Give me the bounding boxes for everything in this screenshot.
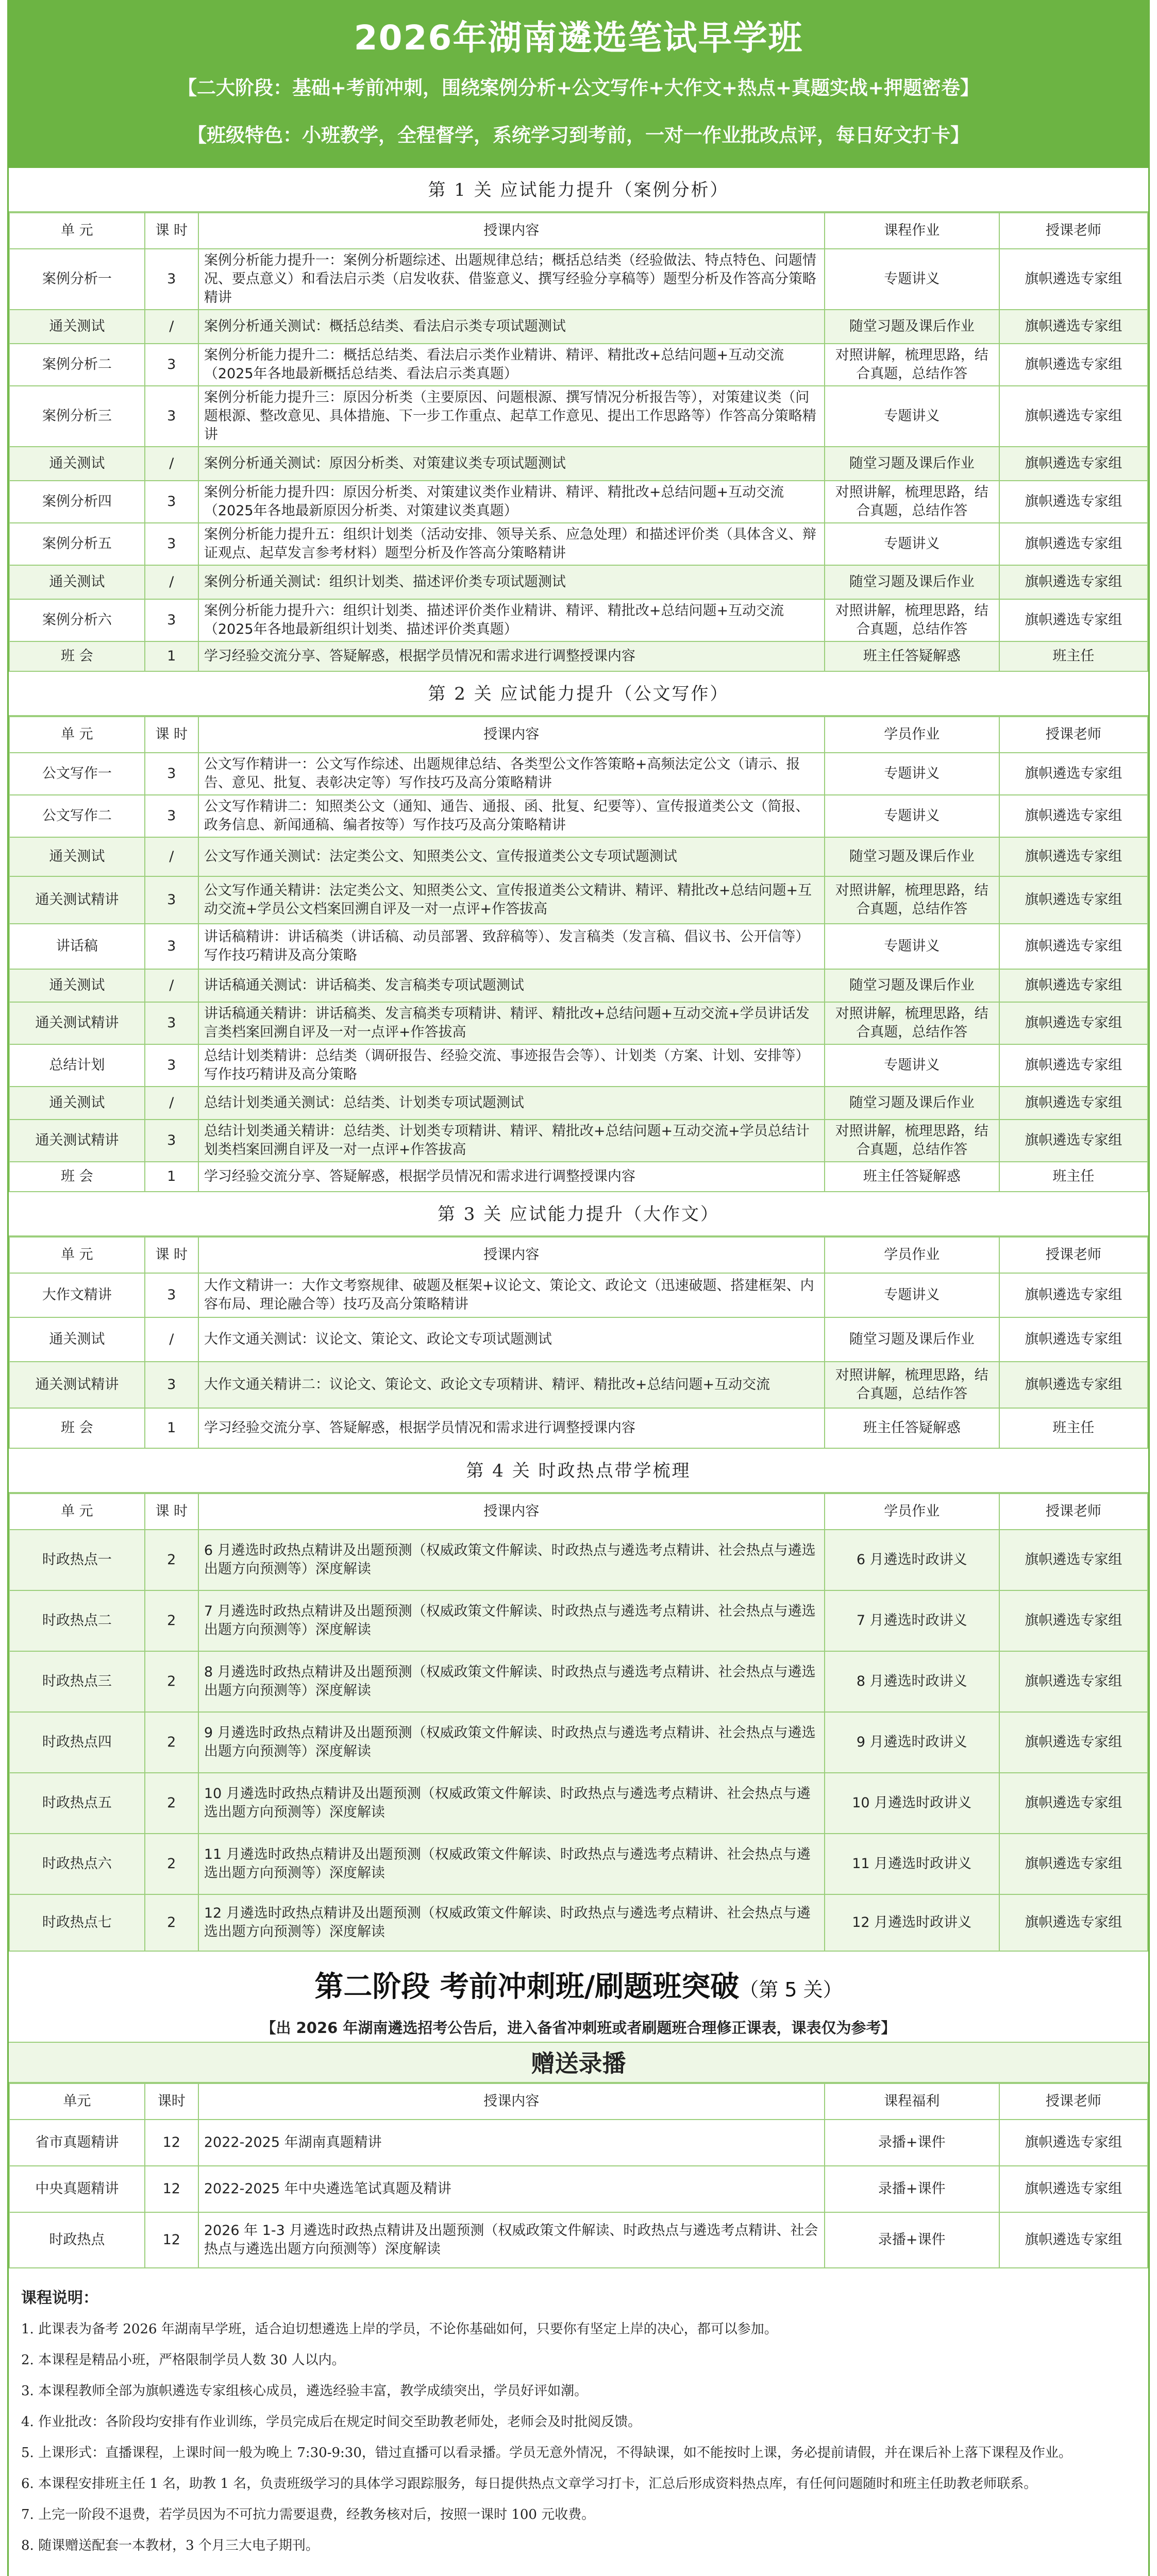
table-row (9, 924, 1148, 969)
table-row (9, 1120, 1148, 1162)
cell-hours: / (145, 1317, 198, 1362)
cell-unit: 公文写作一 (9, 753, 145, 795)
page-title: 2026年湖南遴选笔试早学班 (354, 18, 803, 58)
cell-hours: 2 (145, 1530, 198, 1590)
column-header: 授课老师 (999, 1237, 1148, 1273)
cell-homework: 8 月遴选时政讲义 (825, 1651, 999, 1712)
table-row (9, 1362, 1148, 1408)
cell-content: 9 月遴选时政热点精讲及出题预测（权威政策文件解读、时政热点与遴选考点精讲、社会热点与遴选出题方向预测等）深度解读 (198, 1712, 825, 1773)
cell-hours: 3 (145, 924, 198, 969)
section-title: 第 1 关 应试能力提升（案例分析） (9, 168, 1148, 212)
cell-hours: 1 (145, 641, 198, 671)
table-row (9, 753, 1148, 795)
cell-hours: / (145, 310, 198, 344)
column-header: 课 时 (145, 1237, 198, 1273)
cell-teacher: 旗帜遴选专家组 (999, 447, 1148, 481)
table-header-row (9, 1237, 1148, 1273)
cell-homework: 随堂习题及课后作业 (825, 310, 999, 344)
cell-hours: / (145, 565, 198, 599)
cell-homework: 7 月遴选时政讲义 (825, 1590, 999, 1651)
cell-homework: 专题讲义 (825, 1044, 999, 1087)
note-item: 6. 本课程安排班主任 1 名，助教 1 名，负责班级学习的具体学习跟踪服务，每日提供热点文章学习打卡，汇总后形成资料热点库，有任何问题随时和班主任助教老师联系。 (21, 2476, 1037, 2492)
cell-teacher: 旗帜遴选专家组 (999, 1651, 1148, 1712)
cell-hours: 3 (145, 481, 198, 523)
cell-hours: / (145, 837, 198, 876)
cell-hours: 3 (145, 344, 198, 386)
section-title: 第 2 关 应试能力提升（公文写作） (9, 672, 1148, 716)
cell-teacher: 旗帜遴选专家组 (999, 795, 1148, 837)
cell-unit: 中央真题精讲 (9, 2166, 145, 2212)
cell-content: 公文写作通关精讲：法定类公文、知照类公文、宣传报道类公文精讲、精评、精批改+总结问题+互动交流+学员公文档案回溯自评及一对一点评+作答拔高 (198, 876, 825, 924)
cell-teacher: 班主任 (999, 641, 1148, 671)
cell-unit: 通关测试精讲 (9, 876, 145, 924)
cell-hours: 12 (145, 2166, 198, 2212)
cell-teacher: 旗帜遴选专家组 (999, 481, 1148, 523)
cell-teacher: 旗帜遴选专家组 (999, 249, 1148, 310)
cell-content: 6 月遴选时政热点精讲及出题预测（权威政策文件解读、时政热点与遴选考点精讲、社会热点与遴选出题方向预测等）深度解读 (198, 1530, 825, 1590)
cell-unit: 通关测试 (9, 1087, 145, 1120)
cell-teacher: 旗帜遴选专家组 (999, 1894, 1148, 1951)
table-row (9, 344, 1148, 386)
cell-unit: 案例分析六 (9, 599, 145, 641)
cell-content: 学习经验交流分享、答疑解惑，根据学员情况和需求进行调整授课内容 (198, 1408, 825, 1448)
table-row (9, 523, 1148, 565)
cell-unit: 案例分析五 (9, 523, 145, 565)
cell-content: 2022-2025 年湖南真题精讲 (198, 2120, 825, 2166)
cell-teacher: 旗帜遴选专家组 (999, 386, 1148, 447)
cell-content: 案例分析能力提升二：概括总结类、看法启示类作业精讲、精评、精批改+总结问题+互动交流（2025年各地最新概括总结类、看法启示类真题） (198, 344, 825, 386)
cell-teacher: 旗帜遴选专家组 (999, 924, 1148, 969)
cell-hours: 3 (145, 523, 198, 565)
cell-teacher: 旗帜遴选专家组 (999, 1712, 1148, 1773)
cell-content: 2022-2025 年中央遴选笔试真题及精讲 (198, 2166, 825, 2212)
table-row (9, 386, 1148, 447)
notes-title: 课程说明： (21, 2289, 98, 2307)
cell-unit: 时政热点 (9, 2212, 145, 2268)
cell-content: 学习经验交流分享、答疑解惑，根据学员情况和需求进行调整授课内容 (198, 1162, 825, 1192)
cell-hours: 2 (145, 1590, 198, 1651)
cell-content: 总结计划类通关测试：总结类、计划类专项试题测试 (198, 1087, 825, 1120)
cell-teacher: 旗帜遴选专家组 (999, 2212, 1148, 2268)
cell-teacher: 旗帜遴选专家组 (999, 1773, 1148, 1834)
cell-homework: 对照讲解，梳理思路，结合真题，总结作答 (825, 1362, 999, 1408)
schedule-table (9, 212, 1148, 672)
table-row (9, 2166, 1148, 2212)
cell-unit: 通关测试 (9, 447, 145, 481)
cell-homework: 录播+课件 (825, 2166, 999, 2212)
cell-hours: / (145, 1087, 198, 1120)
cell-homework: 随堂习题及课后作业 (825, 837, 999, 876)
cell-teacher: 旗帜遴选专家组 (999, 753, 1148, 795)
note-item: 1. 此课表为备考 2026 年湖南早学班，适合迫切想遴选上岸的学员，不论你基础如何，只要你有坚定上岸的决心，都可以参加。 (21, 2321, 778, 2337)
cell-unit: 通关测试精讲 (9, 1120, 145, 1162)
cell-homework: 对照讲解，梳理思路，结合真题，总结作答 (825, 1120, 999, 1162)
cell-unit: 时政热点三 (9, 1651, 145, 1712)
schedule-table (9, 1493, 1148, 1952)
cell-content: 公文写作精讲二：知照类公文（通知、通告、通报、函、批复、纪要等）、宣传报道类公文（简报、政务信息、新闻通稿、编者按等）写作技巧及高分策略精讲 (198, 795, 825, 837)
cell-teacher: 旗帜遴选专家组 (999, 1087, 1148, 1120)
cell-hours: 12 (145, 2120, 198, 2166)
table-row (9, 599, 1148, 641)
note-item: 2. 本课程是精品小班，严格限制学员人数 30 人以内。 (21, 2352, 345, 2368)
stage-two-title: 第二阶段 考前冲刺班/刷题班突破（第 5 关） (314, 1970, 843, 2004)
cell-hours: 3 (145, 1044, 198, 1087)
table-row (9, 1002, 1148, 1044)
table-header-row (9, 213, 1148, 249)
cell-content: 讲话稿通关精讲：讲话稿类、发言稿类专项精讲、精评、精批改+总结问题+互动交流+学员讲话发言类档案回溯自评及一对一点评+作答拔高 (198, 1002, 825, 1044)
cell-hours: 3 (145, 386, 198, 447)
section-title: 第 3 关 应试能力提升（大作文） (9, 1192, 1148, 1236)
cell-hours: 2 (145, 1894, 198, 1951)
table-row (9, 1044, 1148, 1087)
column-header: 授课内容 (198, 717, 825, 753)
column-header: 授课老师 (999, 1494, 1148, 1530)
cell-content: 总结计划类通关精讲：总结类、计划类专项精讲、精评、精批改+总结问题+互动交流+学员总结计划类档案回溯自评及一对一点评+作答拔高 (198, 1120, 825, 1162)
table-row (9, 837, 1148, 876)
table-row (9, 969, 1148, 1002)
cell-hours: 1 (145, 1408, 198, 1448)
cell-hours: 3 (145, 795, 198, 837)
cell-content: 12 月遴选时政热点精讲及出题预测（权威政策文件解读、时政热点与遴选考点精讲、社会热点与遴选出题方向预测等）深度解读 (198, 1894, 825, 1951)
table-row (9, 1712, 1148, 1773)
cell-content: 案例分析能力提升一：案例分析题综述、出题规律总结；概括总结类（经验做法、特点特色、问题情况、要点意义）和看法启示类（启发收获、借鉴意义、撰写经验分享稿等）题型分析及作答高分策略精讲 (198, 249, 825, 310)
course-schedule (7, 0, 1150, 2576)
cell-teacher: 旗帜遴选专家组 (999, 2120, 1148, 2166)
cell-content: 7 月遴选时政热点精讲及出题预测（权威政策文件解读、时政热点与遴选考点精讲、社会热点与遴选出题方向预测等）深度解读 (198, 1590, 825, 1651)
cell-unit: 大作文精讲 (9, 1273, 145, 1317)
cell-unit: 案例分析一 (9, 249, 145, 310)
cell-unit: 时政热点五 (9, 1773, 145, 1834)
cell-teacher: 旗帜遴选专家组 (999, 837, 1148, 876)
cell-homework: 12 月遴选时政讲义 (825, 1894, 999, 1951)
table-row (9, 2212, 1148, 2268)
cell-content: 案例分析能力提升三：原因分析类（主要原因、问题根源、撰写情况分析报告等），对策建议类（问题根源、整改意见、具体措施、下一步工作重点、起草工作意见、提出工作思路等）作答高分策略精讲 (198, 386, 825, 447)
cell-homework: 随堂习题及课后作业 (825, 447, 999, 481)
cell-unit: 案例分析二 (9, 344, 145, 386)
cell-homework: 专题讲义 (825, 249, 999, 310)
cell-teacher: 班主任 (999, 1162, 1148, 1192)
cell-hours: 2 (145, 1834, 198, 1894)
cell-teacher: 旗帜遴选专家组 (999, 1317, 1148, 1362)
cell-homework: 专题讲义 (825, 1273, 999, 1317)
table-row (9, 1273, 1148, 1317)
cell-homework: 随堂习题及课后作业 (825, 1087, 999, 1120)
cell-content: 讲话稿通关测试：讲话稿类、发言稿类专项试题测试 (198, 969, 825, 1002)
cell-hours: 3 (145, 599, 198, 641)
cell-teacher: 旗帜遴选专家组 (999, 1044, 1148, 1087)
section-title: 第 4 关 时政热点带学梳理 (9, 1449, 1148, 1493)
cell-homework: 班主任答疑解惑 (825, 1408, 999, 1448)
cell-unit: 时政热点二 (9, 1590, 145, 1651)
cell-homework: 对照讲解，梳理思路，结合真题，总结作答 (825, 481, 999, 523)
gift-table (9, 2083, 1148, 2268)
column-header: 课 时 (145, 717, 198, 753)
cell-teacher: 班主任 (999, 1408, 1148, 1448)
table-row (9, 1894, 1148, 1951)
stage-summary: 【二大阶段：基础+考前冲刺，围绕案例分析+公文写作+大作文+热点+真题实战+押题密卷】 (177, 76, 979, 99)
cell-content: 大作文精讲一：大作文考察规律、破题及框架+议论文、策论文、政论文（迅速破题、搭建框架、内容布局、理论融合等）技巧及高分策略精讲 (198, 1273, 825, 1317)
cell-unit: 班 会 (9, 1162, 145, 1192)
cell-teacher: 旗帜遴选专家组 (999, 1530, 1148, 1590)
table-row (9, 1773, 1148, 1834)
column-header: 学员作业 (825, 1237, 999, 1273)
note-item: 5. 上课形式：直播课程，上课时间一般为晚上 7:30-9:30，错过直播可以看录播。学员无意外情况，不得缺课，如不能按时上课，务必提前请假，并在课后补上落下课程及作业。 (21, 2445, 1072, 2461)
cell-teacher: 旗帜遴选专家组 (999, 1273, 1148, 1317)
cell-homework: 对照讲解，梳理思路，结合真题，总结作答 (825, 876, 999, 924)
table-row (9, 1530, 1148, 1590)
stage-two-level: （第 5 关） (739, 1978, 843, 2001)
table-row (9, 2120, 1148, 2166)
cell-unit: 通关测试 (9, 969, 145, 1002)
cell-content: 案例分析通关测试：概括总结类、看法启示类专项试题测试 (198, 310, 825, 344)
column-header: 课 时 (145, 213, 198, 249)
cell-content: 案例分析能力提升五：组织计划类（活动安排、领导关系、应急处理）和描述评价类（具体含义、辩证观点、起草发言参考材料）题型分析及作答高分策略精讲 (198, 523, 825, 565)
column-header: 课 时 (145, 1494, 198, 1530)
column-header: 单 元 (9, 717, 145, 753)
cell-content: 大作文通关精讲二：议论文、策论文、政论文专项精讲、精评、精批改+总结问题+互动交流 (198, 1362, 825, 1408)
cell-content: 案例分析通关测试：原因分析类、对策建议类专项试题测试 (198, 447, 825, 481)
cell-homework: 随堂习题及课后作业 (825, 1317, 999, 1362)
cell-teacher: 旗帜遴选专家组 (999, 565, 1148, 599)
cell-unit: 讲话稿 (9, 924, 145, 969)
column-header: 授课老师 (999, 717, 1148, 753)
cell-hours: 2 (145, 1712, 198, 1773)
cell-hours: 2 (145, 1651, 198, 1712)
note-item: 8. 随课赠送配套一本教材，3 个月三大电子期刊。 (21, 2538, 319, 2553)
table-row (9, 795, 1148, 837)
cell-hours: 2 (145, 1773, 198, 1834)
column-header: 学员作业 (825, 717, 999, 753)
cell-content: 案例分析能力提升四：原因分析类、对策建议类作业精讲、精评、精批改+总结问题+互动交流（2025年各地最新原因分析类、对策建议类真题） (198, 481, 825, 523)
column-header: 课程福利 (825, 2083, 999, 2120)
cell-unit: 班 会 (9, 641, 145, 671)
cell-homework: 10 月遴选时政讲义 (825, 1773, 999, 1834)
cell-homework: 专题讲义 (825, 386, 999, 447)
class-features: 【班级特色：小班教学，全程督学，系统学习到考前，一对一作业批改点评，每日好文打卡】 (188, 124, 969, 146)
notes-list (21, 2314, 1136, 2561)
column-header: 授课内容 (198, 2083, 825, 2120)
table-row (9, 249, 1148, 310)
cell-hours: 3 (145, 249, 198, 310)
cell-teacher: 旗帜遴选专家组 (999, 1362, 1148, 1408)
cell-unit: 通关测试 (9, 837, 145, 876)
cell-content: 公文写作通关测试：法定类公文、知照类公文、宣传报道类公文专项试题测试 (198, 837, 825, 876)
schedule-table (9, 1236, 1148, 1449)
cell-content: 大作文通关测试：议论文、策论文、政论文专项试题测试 (198, 1317, 825, 1362)
cell-unit: 时政热点一 (9, 1530, 145, 1590)
column-header: 课程作业 (825, 213, 999, 249)
cell-unit: 班 会 (9, 1408, 145, 1448)
column-header: 课时 (145, 2083, 198, 2120)
column-header: 授课内容 (198, 1237, 825, 1273)
cell-unit: 通关测试精讲 (9, 1362, 145, 1408)
column-header: 授课内容 (198, 213, 825, 249)
cell-content: 2026 年 1-3 月遴选时政热点精讲及出题预测（权威政策文件解读、时政热点与遴选考点精讲、社会热点与遴选出题方向预测等）深度解读 (198, 2212, 825, 2268)
cell-teacher: 旗帜遴选专家组 (999, 1834, 1148, 1894)
cell-hours: 3 (145, 1273, 198, 1317)
cell-homework: 专题讲义 (825, 753, 999, 795)
cell-unit: 时政热点七 (9, 1894, 145, 1951)
cell-teacher: 旗帜遴选专家组 (999, 876, 1148, 924)
note-item: 3. 本课程教师全部为旗帜遴选专家组核心成员，遴选经验丰富，教学成绩突出，学员好评如潮。 (21, 2383, 588, 2399)
table-row (9, 310, 1148, 344)
cell-content: 11 月遴选时政热点精讲及出题预测（权威政策文件解读、时政热点与遴选考点精讲、社会热点与遴选出题方向预测等）深度解读 (198, 1834, 825, 1894)
stage-two-heading (9, 1952, 1148, 2042)
cell-homework: 6 月遴选时政讲义 (825, 1530, 999, 1590)
cell-unit: 案例分析四 (9, 481, 145, 523)
table-row (9, 1317, 1148, 1362)
course-notes (9, 2268, 1148, 2576)
cell-teacher: 旗帜遴选专家组 (999, 599, 1148, 641)
cell-hours: 3 (145, 1002, 198, 1044)
table-row (9, 1162, 1148, 1192)
table-header-row (9, 717, 1148, 753)
cell-hours: 3 (145, 1362, 198, 1408)
cell-homework: 录播+课件 (825, 2212, 999, 2268)
column-header: 授课老师 (999, 213, 1148, 249)
cell-homework: 9 月遴选时政讲义 (825, 1712, 999, 1773)
cell-teacher: 旗帜遴选专家组 (999, 2166, 1148, 2212)
column-header: 授课老师 (999, 2083, 1148, 2120)
cell-content: 10 月遴选时政热点精讲及出题预测（权威政策文件解读、时政热点与遴选考点精讲、社会热点与遴选出题方向预测等）深度解读 (198, 1773, 825, 1834)
table-header-row (9, 2083, 1148, 2120)
cell-hours: 3 (145, 1120, 198, 1162)
table-row (9, 1834, 1148, 1894)
cell-homework: 录播+课件 (825, 2120, 999, 2166)
cell-teacher: 旗帜遴选专家组 (999, 523, 1148, 565)
note-item: 4. 作业批改：各阶段均安排有作业训练，学员完成后在规定时间交至助教老师处，老师会及时批阅反馈。 (21, 2414, 642, 2430)
cell-homework: 对照讲解，梳理思路，结合真题，总结作答 (825, 344, 999, 386)
cell-unit: 通关测试 (9, 1317, 145, 1362)
cell-unit: 通关测试 (9, 310, 145, 344)
gift-title: 赠送录播 (9, 2042, 1148, 2083)
cell-content: 公文写作精讲一：公文写作综述、出题规律总结、各类型公文作答策略+高频法定公文（请示、报告、意见、批复、表彰决定等）写作技巧及高分策略精讲 (198, 753, 825, 795)
cell-content: 总结计划类精讲：总结类（调研报告、经验交流、事迹报告会等）、计划类（方案、计划、安排等）写作技巧精讲及高分策略 (198, 1044, 825, 1087)
cell-teacher: 旗帜遴选专家组 (999, 310, 1148, 344)
cell-hours: 1 (145, 1162, 198, 1192)
table-row (9, 447, 1148, 481)
cell-homework: 班主任答疑解惑 (825, 1162, 999, 1192)
cell-teacher: 旗帜遴选专家组 (999, 1120, 1148, 1162)
cell-unit: 通关测试精讲 (9, 1002, 145, 1044)
cell-homework: 11 月遴选时政讲义 (825, 1834, 999, 1894)
cell-content: 学习经验交流分享、答疑解惑，根据学员情况和需求进行调整授课内容 (198, 641, 825, 671)
schedule-table (9, 716, 1148, 1192)
column-header: 授课内容 (198, 1494, 825, 1530)
cell-homework: 随堂习题及课后作业 (825, 969, 999, 1002)
cell-hours: 3 (145, 876, 198, 924)
cell-teacher: 旗帜遴选专家组 (999, 969, 1148, 1002)
cell-homework: 随堂习题及课后作业 (825, 565, 999, 599)
cell-hours: / (145, 447, 198, 481)
cell-hours: / (145, 969, 198, 1002)
cell-homework: 专题讲义 (825, 924, 999, 969)
cell-homework: 专题讲义 (825, 795, 999, 837)
cell-homework: 对照讲解，梳理思路，结合真题，总结作答 (825, 1002, 999, 1044)
cell-unit: 通关测试 (9, 565, 145, 599)
column-header: 学员作业 (825, 1494, 999, 1530)
cell-homework: 专题讲义 (825, 523, 999, 565)
header-banner (9, 0, 1148, 168)
table-row (9, 1087, 1148, 1120)
cell-teacher: 旗帜遴选专家组 (999, 1590, 1148, 1651)
table-row (9, 641, 1148, 671)
stage-two-note: 【出 2026 年湖南遴选招考公告后，进入备省冲刺班或者刷题班合理修正课表，课表仅为参考】 (261, 2019, 896, 2037)
table-row (9, 1590, 1148, 1651)
cell-unit: 时政热点四 (9, 1712, 145, 1773)
table-row (9, 481, 1148, 523)
column-header: 单 元 (9, 1494, 145, 1530)
cell-homework: 对照讲解，梳理思路，结合真题，总结作答 (825, 599, 999, 641)
cell-teacher: 旗帜遴选专家组 (999, 1002, 1148, 1044)
note-item: 7. 上完一阶段不退费，若学员因为不可抗力需要退费，经教务核对后，按照一课时 100 元收费。 (21, 2507, 595, 2522)
table-row (9, 565, 1148, 599)
table-row (9, 1651, 1148, 1712)
cell-hours: 3 (145, 753, 198, 795)
cell-hours: 12 (145, 2212, 198, 2268)
cell-content: 案例分析通关测试：组织计划类、描述评价类专项试题测试 (198, 565, 825, 599)
cell-unit: 总结计划 (9, 1044, 145, 1087)
table-row (9, 1408, 1148, 1448)
table-row (9, 876, 1148, 924)
cell-unit: 省市真题精讲 (9, 2120, 145, 2166)
cell-unit: 公文写作二 (9, 795, 145, 837)
cell-teacher: 旗帜遴选专家组 (999, 344, 1148, 386)
cell-content: 案例分析能力提升六：组织计划类、描述评价类作业精讲、精评、精批改+总结问题+互动交流（2025年各地最新组织计划类、描述评价类真题） (198, 599, 825, 641)
table-header-row (9, 1494, 1148, 1530)
cell-content: 讲话稿精讲：讲话稿类（讲话稿、动员部署、致辞稿等）、发言稿类（发言稿、倡议书、公开信等）写作技巧精讲及高分策略 (198, 924, 825, 969)
column-header: 单元 (9, 2083, 145, 2120)
cell-homework: 班主任答疑解惑 (825, 641, 999, 671)
column-header: 单 元 (9, 213, 145, 249)
cell-content: 8 月遴选时政热点精讲及出题预测（权威政策文件解读、时政热点与遴选考点精讲、社会热点与遴选出题方向预测等）深度解读 (198, 1651, 825, 1712)
cell-unit: 案例分析三 (9, 386, 145, 447)
column-header: 单 元 (9, 1237, 145, 1273)
cell-unit: 时政热点六 (9, 1834, 145, 1894)
